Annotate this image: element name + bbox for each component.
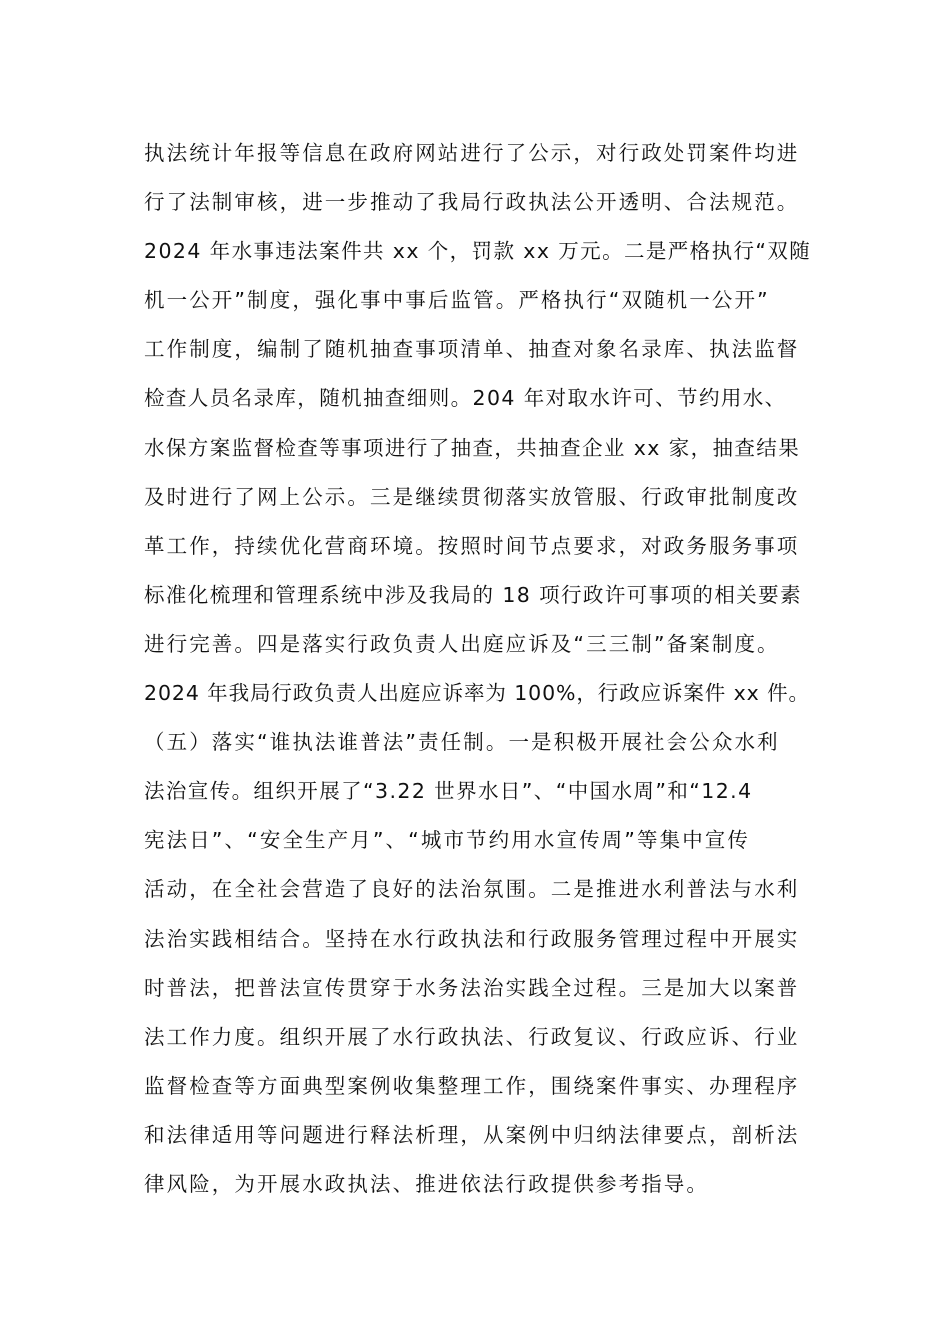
text-line-1: 执法统计年报等信息在政府网站进行了公示，对行政处罚案件均进 bbox=[144, 141, 800, 165]
text-line-7: 水保方案监督检查等事项进行了抽查，共抽查企业 xx 家，抽查结果 bbox=[144, 435, 801, 460]
text-line-15: 宪法日”、“安全生产月”、“城市节约用水宣传周”等集中宣传 bbox=[144, 828, 750, 853]
text-line-14: 法治宣传。组织开展了“3.22 世界水日”、“中国水周”和“12.4 bbox=[144, 779, 753, 804]
text-line-9: 革工作，持续优化营商环境。按照时间节点要求，对政务服务事项 bbox=[144, 533, 800, 558]
text-line-18: 时普法，把普法宣传贯穿于水务法治实践全过程。三是加大以案普 bbox=[144, 975, 800, 1000]
text-line-5: 工作制度，编制了随机抽查事项清单、抽查对象名录库、执法监督 bbox=[144, 337, 800, 362]
body-text bbox=[144, 131, 814, 1211]
section-heading-line: （五）落实“谁执法谁普法”责任制。一是积极开展社会公众水利 bbox=[144, 730, 780, 755]
text-line-20: 监督检查等方面典型案例收集整理工作，围绕案件事实、办理程序 bbox=[144, 1073, 800, 1098]
text-line-19: 法工作力度。组织开展了水行政执法、行政复议、行政应诉、行业 bbox=[144, 1024, 800, 1049]
text-line-12: 2024 年我局行政负责人出庭应诉率为 100%，行政应诉案件 xx 件。 bbox=[144, 681, 810, 706]
text-line-4: 机一公开”制度，强化事中事后监管。严格执行“双随机一公开” bbox=[144, 288, 770, 313]
text-line-10: 标准化梳理和管理系统中涉及我局的 18 项行政许可事项的相关要素 bbox=[144, 582, 802, 607]
text-line-21: 和法律适用等问题进行释法析理，从案例中归纳法律要点，剖析法 bbox=[144, 1122, 800, 1147]
text-line-22: 律风险，为开展水政执法、推进依法行政提供参考指导。 bbox=[144, 1171, 709, 1196]
text-line-2: 行了法制审核，进一步推动了我局行政执法公开透明、合法规范。 bbox=[144, 190, 800, 215]
text-line-8: 及时进行了网上公示。三是继续贯彻落实放管服、行政审批制度改 bbox=[144, 484, 800, 509]
text-line-16: 活动，在全社会营造了良好的法治氛围。二是推进水利普法与水利 bbox=[144, 877, 800, 902]
text-line-3: 2024 年水事违法案件共 xx 个，罚款 xx 万元。二是严格执行“双随 bbox=[144, 239, 812, 264]
text-line-6: 检查人员名录库，随机抽查细则。204 年对取水许可、节约用水、 bbox=[144, 386, 787, 411]
text-line-11: 进行完善。四是落实行政负责人出庭应诉及“三三制”备案制度。 bbox=[144, 631, 780, 656]
text-line-17: 法治实践相结合。坚持在水行政执法和行政服务管理过程中开展实 bbox=[144, 926, 800, 951]
